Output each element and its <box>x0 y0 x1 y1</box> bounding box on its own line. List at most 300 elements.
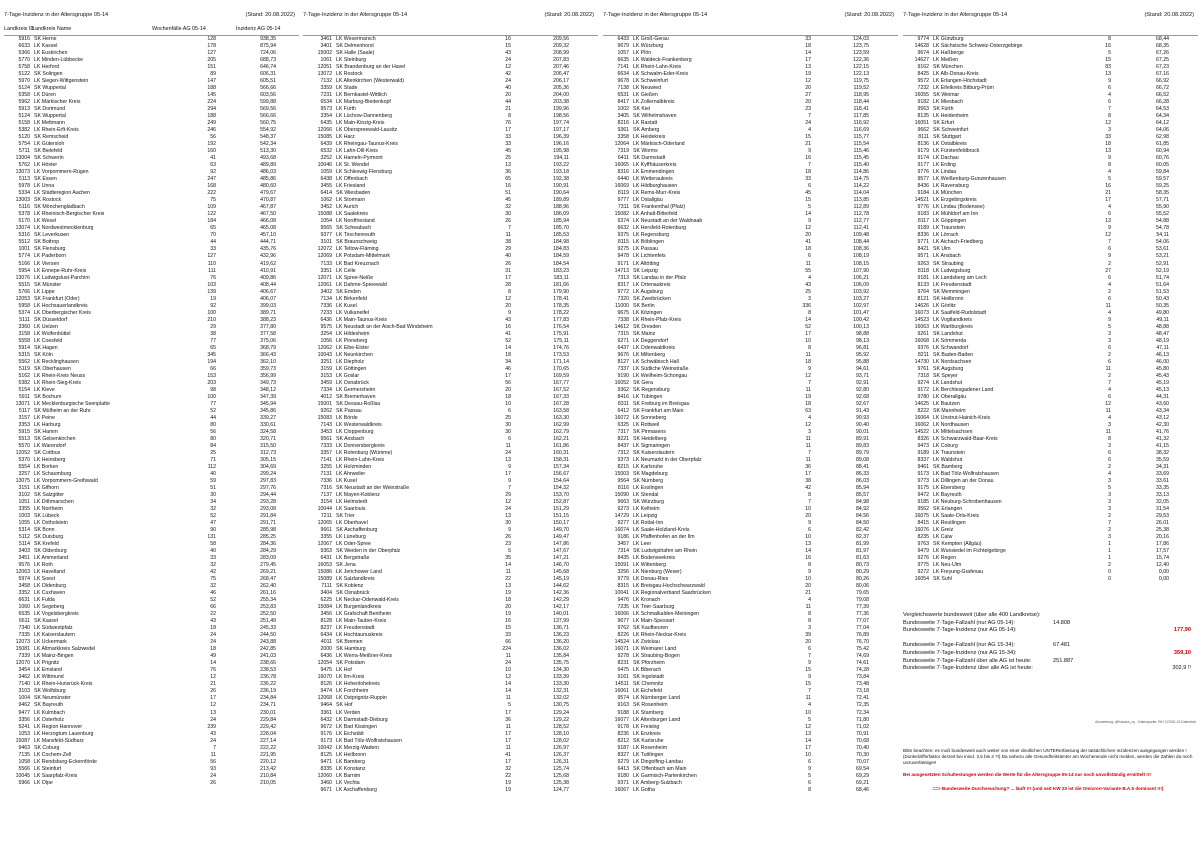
cell-inzidenz: 185,94 <box>553 218 569 225</box>
cell-name: SK Karlsruhe <box>633 737 664 744</box>
cell-inzidenz: 268,47 <box>260 576 276 583</box>
cell-name: LK Wartburgkreis <box>933 323 973 330</box>
cell-name: LK Zollernalbkreis <box>633 99 675 106</box>
table-row <box>903 120 1198 127</box>
table-row <box>303 555 598 562</box>
cell-inzidenz: 243,88 <box>260 639 276 646</box>
table-row <box>903 289 1198 296</box>
cell-name: SK Mönchengladbach <box>34 204 85 211</box>
cell-count: 40 <box>210 470 216 477</box>
cell-count: 8 <box>1108 435 1111 442</box>
cell-name: LK Ludwigslust-Parchim <box>34 274 90 281</box>
cell-id: 8215 <box>617 463 629 470</box>
cell-id: 4011 <box>320 639 332 646</box>
cell-id: 9184 <box>917 190 929 197</box>
cell-count: 8 <box>808 786 811 793</box>
table-row <box>903 527 1198 534</box>
table-row <box>603 92 898 99</box>
cell-count: 14 <box>805 316 811 323</box>
cell-id: 3402 <box>320 288 332 295</box>
cell-inzidenz: 31,54 <box>1156 506 1169 513</box>
cell-id: 9262 <box>320 407 332 414</box>
cell-inzidenz: 406,07 <box>260 295 276 302</box>
cell-count: 12 <box>805 723 811 730</box>
cell-name: SK Ludwigshafen am Rhein <box>633 548 698 555</box>
cell-inzidenz: 89,08 <box>856 456 869 463</box>
cell-name: LK Darmstadt-Dieburg <box>336 716 388 723</box>
cell-inzidenz: 70,07 <box>856 758 869 765</box>
cell-name: LK Cuxhaven <box>34 590 66 597</box>
table-row <box>603 653 898 660</box>
cell-inzidenz: 291,71 <box>260 520 276 527</box>
cell-name: SK Memmingen <box>933 288 970 295</box>
cell-count: 36 <box>505 716 511 723</box>
cell-count: 8 <box>808 562 811 569</box>
cell-id: 8417 <box>617 99 629 106</box>
cell-id: 9371 <box>617 779 629 786</box>
cell-name: SK Bielefeld <box>34 148 63 155</box>
cell-id: 8115 <box>617 239 629 246</box>
cell-inzidenz: 89,79 <box>856 449 869 456</box>
cell-inzidenz: 60,76 <box>1156 155 1169 162</box>
cell-inzidenz: 174,76 <box>553 344 569 351</box>
table-row <box>603 289 898 296</box>
cell-id: 9464 <box>320 702 332 709</box>
cell-name: LK Elbe-Elster <box>336 344 370 351</box>
table-row <box>4 352 299 359</box>
cell-id: 3403 <box>18 548 30 555</box>
cell-id: 15002 <box>317 50 332 57</box>
cell-id: 9174 <box>917 155 929 162</box>
cell-count: 10 <box>805 709 811 716</box>
cell-count: 14 <box>505 681 511 688</box>
cell-id: 7314 <box>617 548 629 555</box>
cell-id: 8425 <box>917 71 929 78</box>
table-row <box>4 520 299 527</box>
cell-inzidenz: 175,91 <box>553 330 569 337</box>
cell-inzidenz: 207,46 <box>553 64 569 71</box>
cell-inzidenz: 68,35 <box>1156 43 1169 50</box>
cell-inzidenz: 108,15 <box>853 260 869 267</box>
cell-inzidenz: 136,20 <box>553 639 569 646</box>
table-row <box>603 422 898 429</box>
cell-name: SK Jena <box>336 562 356 569</box>
table-row <box>603 155 898 162</box>
cell-count: 76 <box>210 274 216 281</box>
cell-count: 11 <box>1105 365 1111 372</box>
cell-inzidenz: 45,80 <box>1156 365 1169 372</box>
cell-count: 5 <box>508 548 511 555</box>
cell-inzidenz: 103,27 <box>853 295 869 302</box>
cell-inzidenz: 53,61 <box>1156 246 1169 253</box>
cell-count: 0 <box>1108 569 1111 576</box>
sheet-header <box>903 10 1198 24</box>
table-rows <box>903 36 1198 583</box>
cell-id: 9463 <box>18 744 30 751</box>
cell-inzidenz: 95,88 <box>856 358 869 365</box>
cell-count: 188 <box>207 113 216 120</box>
cell-count: 12 <box>1105 232 1111 239</box>
cell-inzidenz: 118,95 <box>853 92 869 99</box>
cell-name: LK Südliche Weinstraße <box>633 365 689 372</box>
cell-inzidenz: 192,38 <box>553 176 569 183</box>
cell-count: 24 <box>210 716 216 723</box>
cell-inzidenz: 285,25 <box>260 534 276 541</box>
cell-count: 44 <box>505 99 511 106</box>
cell-inzidenz: 98,13 <box>856 337 869 344</box>
cell-inzidenz: 101,47 <box>853 309 869 316</box>
table-row <box>303 261 598 268</box>
cell-name: LK Roth <box>34 562 53 569</box>
cell-count: 25 <box>505 155 511 162</box>
cell-count: 26 <box>505 218 511 225</box>
cell-inzidenz: 71,80 <box>856 716 869 723</box>
table-row <box>4 618 299 625</box>
table-row <box>4 92 299 99</box>
cell-id: 3459 <box>320 379 332 386</box>
cell-count: 93 <box>210 765 216 772</box>
cell-count: 26 <box>505 260 511 267</box>
cell-id: 3356 <box>18 716 30 723</box>
cell-inzidenz: 269,21 <box>260 569 276 576</box>
cell-inzidenz: 108,19 <box>853 253 869 260</box>
cell-count: 6 <box>1108 246 1111 253</box>
cell-count: 4 <box>1108 92 1111 99</box>
cell-id: 1001 <box>18 246 30 253</box>
cell-name: SK Hof <box>336 702 353 709</box>
cell-count: 21 <box>1105 190 1111 197</box>
cell-count: 210 <box>207 316 216 323</box>
cell-inzidenz: 312,73 <box>260 449 276 456</box>
table-row <box>303 513 598 520</box>
cell-name: LK Gifhorn <box>34 485 59 491</box>
cell-count: 42 <box>210 569 216 576</box>
cell-inzidenz: 133,30 <box>553 681 569 688</box>
table-row <box>903 268 1198 275</box>
cell-id: 9762 <box>617 625 629 632</box>
cell-name: LK Wetteraukreis <box>633 176 673 183</box>
table-row <box>4 408 299 415</box>
cell-inzidenz: 184,54 <box>553 260 569 267</box>
cell-inzidenz: 253,83 <box>260 604 276 611</box>
cell-inzidenz: 177,83 <box>553 316 569 323</box>
cell-id: 9779 <box>617 576 629 583</box>
cell-count: 168 <box>207 183 216 190</box>
cell-inzidenz: 77,04 <box>856 625 869 632</box>
table-row <box>903 64 1198 71</box>
cell-id: 3353 <box>18 421 30 428</box>
note-warning: Bei ausgesetzten Schultestungen werden die Werte für die Altersgruppe 05-14 nur noch unvollständig ermittelt !!! <box>903 772 1151 777</box>
cell-name: LK Pfaffenhofen an der Ilm <box>633 534 695 541</box>
cell-id: 5166 <box>18 260 30 267</box>
table-row <box>903 380 1198 387</box>
cell-inzidenz: 606,31 <box>260 71 276 78</box>
cell-name: SK Leipzig <box>633 267 658 274</box>
cell-inzidenz: 156,67 <box>553 470 569 477</box>
cell-id: 5913 <box>18 106 30 113</box>
cell-inzidenz: 26,01 <box>1156 520 1169 527</box>
cell-name: LK Ostallgäu <box>633 197 663 204</box>
cell-name: LK Rosenheim <box>633 744 668 751</box>
cell-inzidenz: 77,39 <box>856 604 869 611</box>
column-headers <box>903 24 1198 36</box>
cell-name: LK Tübingen <box>633 393 663 400</box>
table-row <box>603 457 898 464</box>
cell-count: 2 <box>1108 288 1111 295</box>
table-row <box>303 303 598 310</box>
cell-inzidenz: 67,16 <box>1156 71 1169 78</box>
cell-name: SK Heilbronn <box>933 295 964 302</box>
cell-count: 16 <box>805 155 811 162</box>
cell-id: 3452 <box>320 204 332 211</box>
cell-inzidenz: 57,71 <box>1156 197 1169 204</box>
table-row <box>4 492 299 499</box>
cell-name: LK Breisgau-Hochschwarzwald <box>633 583 705 590</box>
table-row <box>603 373 898 380</box>
cell-name: LK Bad Tölz-Wolfratshausen <box>336 737 402 744</box>
cell-id: 12051 <box>317 64 332 71</box>
cell-count: 15 <box>505 625 511 632</box>
sheet-date: (Stand: 20.08.2022) <box>544 12 594 18</box>
cell-count: 3 <box>808 295 811 302</box>
cell-name: SK Weimar <box>933 92 960 99</box>
cell-name: LK Tirschenreuth <box>336 232 376 239</box>
cell-id: 16073 <box>914 309 929 316</box>
cell-inzidenz: 167,77 <box>553 379 569 386</box>
summary-row: Bundesweite 7-Tage-Inzidenz (nur AG 15-34): 359,10 <box>903 649 1191 656</box>
cell-count: 6 <box>1108 358 1111 365</box>
table-row <box>303 401 598 408</box>
cell-id: 12064 <box>614 141 629 148</box>
table-row <box>303 674 598 681</box>
cell-name: LK Heilbronn <box>336 751 366 758</box>
cell-name: LK Freudenstadt <box>336 625 375 632</box>
cell-inzidenz: 85,94 <box>856 485 869 491</box>
cell-inzidenz: 181,66 <box>553 281 569 288</box>
cell-count: 17 <box>505 737 511 744</box>
table-row <box>903 415 1198 422</box>
table-row <box>603 450 898 457</box>
table-row <box>4 282 299 289</box>
table-row <box>903 513 1198 520</box>
cell-inzidenz: 466,08 <box>260 218 276 225</box>
cell-name: LK Vogtlandkreis <box>933 316 972 323</box>
summary-heading: Vergleichswerte bundesweit (über alle 400 Landkreise): <box>903 612 1041 618</box>
cell-inzidenz: 47,11 <box>1156 344 1169 351</box>
table-row <box>903 78 1198 85</box>
table-row <box>4 106 299 113</box>
cell-id: 5770 <box>18 57 30 64</box>
table-row <box>603 352 898 359</box>
table-row <box>603 148 898 155</box>
cell-id: 8315 <box>617 583 629 590</box>
cell-name: LK Recklinghausen <box>34 358 79 365</box>
cell-name: SK Rosenheim <box>633 702 668 709</box>
cell-inzidenz: 183,23 <box>553 267 569 274</box>
cell-count: 12 <box>805 78 811 85</box>
cell-inzidenz: 115,45 <box>853 155 869 162</box>
table-row <box>903 499 1198 506</box>
cell-count: 18 <box>805 358 811 365</box>
cell-name: SK Wilhelmshaven <box>633 113 677 120</box>
table-row <box>603 127 898 134</box>
table-row <box>303 380 598 387</box>
cell-name: LK Unna <box>34 183 55 190</box>
cell-inzidenz: 163,30 <box>553 414 569 421</box>
cell-id: 12067 <box>317 541 332 548</box>
cell-inzidenz: 77,07 <box>856 618 869 625</box>
cell-inzidenz: 76,70 <box>856 639 869 646</box>
table-row <box>303 632 598 639</box>
cell-count: 17 <box>1105 197 1111 204</box>
cell-inzidenz: 291,84 <box>260 513 276 520</box>
cell-name: LK Northeim <box>34 506 63 513</box>
cell-id: 5911 <box>18 393 30 400</box>
cell-inzidenz: 122,13 <box>853 71 869 78</box>
cell-inzidenz: 73,84 <box>856 674 869 681</box>
cell-inzidenz: 566,66 <box>260 85 276 92</box>
cell-inzidenz: 76,89 <box>856 632 869 639</box>
column-headers <box>303 24 598 36</box>
cell-inzidenz: 206,47 <box>553 71 569 78</box>
table-row <box>903 429 1198 436</box>
cell-count: 17 <box>505 127 511 134</box>
cell-id: 9461 <box>917 463 929 470</box>
cell-count: 100 <box>207 393 216 400</box>
cell-name: LK Rottal-Inn <box>633 520 664 527</box>
cell-count: 7 <box>808 653 811 660</box>
cell-id: 9183 <box>917 211 929 218</box>
cell-name: LK Verden <box>336 709 361 716</box>
cell-inzidenz: 297,83 <box>260 477 276 484</box>
table-row <box>603 218 898 225</box>
cell-name: SK Düsseldorf <box>34 316 68 323</box>
cell-id: 3103 <box>18 688 30 695</box>
cell-id: 7338 <box>617 316 629 323</box>
cell-inzidenz: 162,79 <box>553 428 569 435</box>
cell-name: LK Dahme-Spreewald <box>336 281 387 288</box>
cell-name: SK Pforzheim <box>633 660 665 667</box>
cell-name: LK Main-Kinzig-Kreis <box>336 120 385 127</box>
header-id: Landkreis ID <box>4 26 35 32</box>
cell-name: LK Miltenberg <box>633 351 666 358</box>
cell-name: LK Mittelsachsen <box>933 428 973 435</box>
cell-inzidenz: 98,88 <box>856 330 869 337</box>
cell-id: 8221 <box>617 435 629 442</box>
cell-inzidenz: 128,02 <box>553 737 569 744</box>
cell-inzidenz: 480,60 <box>260 183 276 190</box>
cell-name: LK Wunsiedel im Fichtelgebirge <box>933 548 1006 555</box>
cell-name: LK Schaumburg <box>34 470 72 477</box>
sheet-header <box>603 10 898 24</box>
cell-inzidenz: 49,80 <box>1156 309 1169 316</box>
table-row <box>603 492 898 499</box>
cell-name: LK Schwarzwald-Baar-Kreis <box>933 435 998 442</box>
cell-count: 2 <box>1108 351 1111 358</box>
cell-count: 127 <box>207 50 216 57</box>
cell-id: 9278 <box>617 653 629 660</box>
cell-id: 5113 <box>18 176 30 183</box>
table-row <box>4 625 299 632</box>
cell-id: 15081 <box>15 646 30 653</box>
cell-inzidenz: 305,15 <box>260 456 276 463</box>
cell-count: 14 <box>505 344 511 351</box>
table-row <box>4 443 299 450</box>
cell-id: 5762 <box>18 162 30 169</box>
table-row <box>303 169 598 176</box>
cell-inzidenz: 236,78 <box>260 674 276 681</box>
cell-name: LK Altmarkkreis Salzwedel <box>34 646 96 653</box>
cell-id: 9373 <box>617 456 629 463</box>
cell-id: 16052 <box>614 379 629 386</box>
cell-id: 1061 <box>320 57 332 64</box>
cell-name: LK Cochem-Zell <box>34 751 72 758</box>
cell-name: LK Saalekreis <box>336 211 369 218</box>
cell-name: LK Burgenlandkreis <box>336 604 382 611</box>
cell-count: 127 <box>207 253 216 260</box>
cell-inzidenz: 49,11 <box>1156 316 1169 323</box>
table-row <box>603 471 898 478</box>
cell-name: LK Wittmund <box>34 674 64 681</box>
cell-id: 3457 <box>617 541 629 548</box>
cell-inzidenz: 724,06 <box>260 50 276 57</box>
cell-count: 249 <box>207 120 216 127</box>
cell-id: 9777 <box>617 197 629 204</box>
cell-name: SK Dessau-Roßlau <box>336 400 381 407</box>
cell-name: LK Grafschaft Bentheim <box>336 611 392 618</box>
table-row <box>4 759 299 766</box>
cell-name: LK Aschaffenburg <box>336 786 377 793</box>
table-row <box>303 282 598 289</box>
header-inzidenz: Inzidenz AG 05-14 <box>236 26 281 32</box>
cell-id: 9375 <box>617 232 629 239</box>
cell-name: LK St. Wendel <box>336 162 370 169</box>
table-row <box>303 597 598 604</box>
cell-id: 5162 <box>18 372 30 379</box>
cell-name: SK Suhl <box>933 576 952 583</box>
cell-id: 5758 <box>18 64 30 71</box>
cell-id: 14628 <box>914 43 929 50</box>
cell-inzidenz: 366,43 <box>260 351 276 358</box>
cell-id: 16067 <box>614 786 629 793</box>
cell-inzidenz: 46,00 <box>1156 358 1169 365</box>
table-row <box>4 176 299 183</box>
sheet-header <box>303 10 598 24</box>
cell-count: 19 <box>805 71 811 78</box>
cell-name: LK Bad Tölz-Wolfratshausen <box>933 470 999 477</box>
cell-inzidenz: 55,52 <box>1156 211 1169 218</box>
table-row <box>303 527 598 534</box>
cell-count: 10 <box>805 506 811 513</box>
cell-id: 12065 <box>317 520 332 527</box>
cell-name: LK Saarpfalz-Kreis <box>34 772 78 779</box>
cell-name: LK Siegen-Wittgenstein <box>34 78 89 85</box>
cell-inzidenz: 189,89 <box>553 197 569 204</box>
cell-inzidenz: 142,17 <box>553 604 569 611</box>
cell-count: 6 <box>508 407 511 414</box>
cell-name: LK Alb-Donau-Kreis <box>933 71 979 78</box>
cell-name: LK Hof <box>336 667 352 674</box>
table-row <box>4 127 299 134</box>
cell-name: LK Werra-Meißner-Kreis <box>336 653 393 660</box>
table-row <box>903 127 1198 134</box>
table-row <box>603 211 898 218</box>
cell-count: 40 <box>505 85 511 92</box>
cell-name: LK Enzkreis <box>633 730 661 737</box>
cell-id: 7316 <box>320 485 332 491</box>
cell-name: LK Lichtenfels <box>633 253 666 260</box>
cell-id: 3462 <box>18 674 30 681</box>
